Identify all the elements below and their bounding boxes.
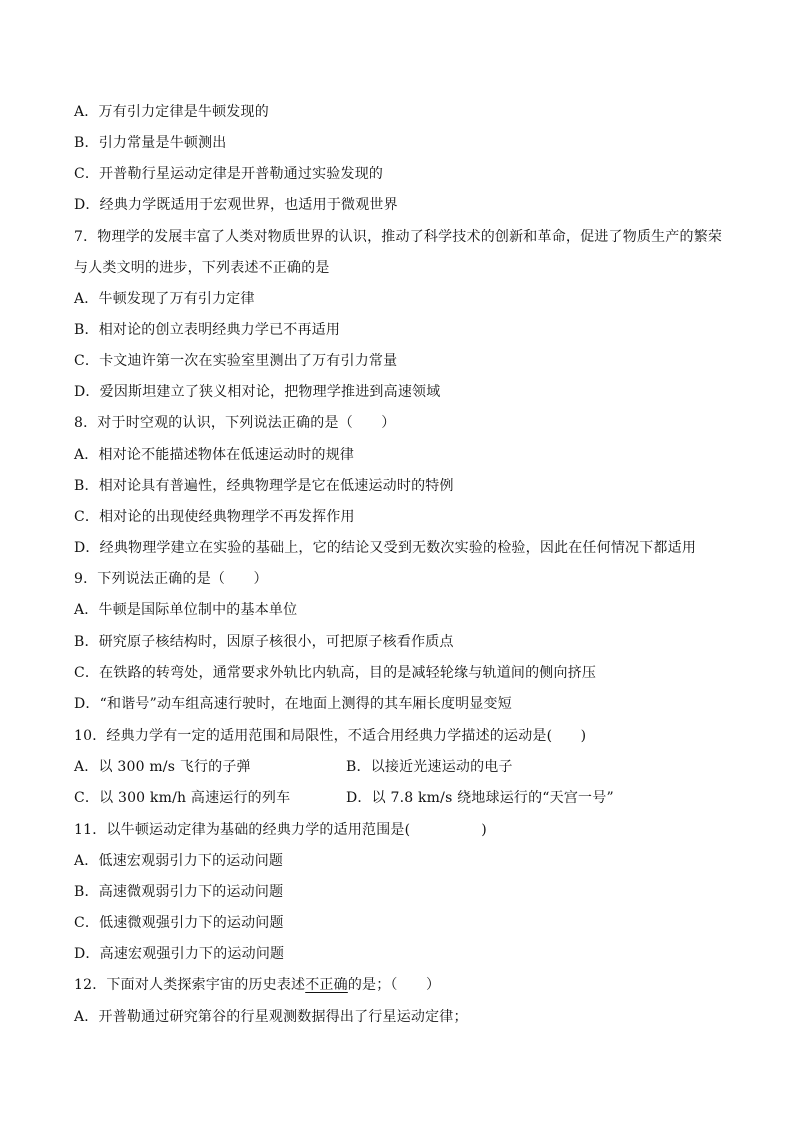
q12-suffix: 的是；（ ） xyxy=(347,977,441,993)
option-a: A．低速宏观弱引力下的运动问题 xyxy=(74,853,284,869)
q10-option-a: A．以 300 m/s 飞行的子弹 xyxy=(74,759,251,775)
text-line: C．开普勒行星运动定律是开普勒通过实验发现的 xyxy=(74,166,384,182)
question-12-stem xyxy=(74,976,440,994)
q10-option-b: B．以接近光速运动的电子 xyxy=(346,759,513,775)
text-line: D．经典力学既适用于宏观世界，也适用于微观世界 xyxy=(74,197,398,213)
question-7-stem: 7．物理学的发展丰富了人类对物质世界的认识，推动了科学技术的创新和革命，促进了物质生产的繁荣 xyxy=(74,229,723,245)
option-d: D．高速宏观强引力下的运动问题 xyxy=(74,946,285,962)
option-a: A．开普勒通过研究第谷的行星观测数据得出了行星运动定律； xyxy=(74,1009,468,1025)
option-d: D．经典物理学建立在实验的基础上，它的结论又受到无数次实验的检验，因此在任何情况下都适用 xyxy=(74,540,697,556)
question-7-stem-cont: 与人类文明的进步，下列表述不正确的是 xyxy=(74,260,330,276)
option-a: A．牛顿是国际单位制中的基本单位 xyxy=(74,602,298,618)
q12-underlined: 不正确 xyxy=(305,977,348,993)
text-line: B．引力常量是牛顿测出 xyxy=(74,135,227,151)
option-c: C．低速微观强引力下的运动问题 xyxy=(74,915,284,931)
option-b: B．相对论具有普遍性，经典物理学是它在低速运动时的特例 xyxy=(74,478,454,494)
option-d: D．爱因斯坦建立了狭义相对论，把物理学推进到高速领域 xyxy=(74,384,441,400)
q10-option-d: D．以 7.8 km/s 绕地球运行的“天宫一号” xyxy=(346,790,614,806)
question-8-stem: 8．对于时空观的认识，下列说法正确的是（ ） xyxy=(74,415,396,431)
option-b: B．相对论的创立表明经典力学已不再适用 xyxy=(74,322,341,338)
option-a: A．牛顿发现了万有引力定律 xyxy=(74,291,255,307)
text-line: A．万有引力定律是牛顿发现的 xyxy=(74,104,269,120)
q10-option-c: C．以 300 km/h 高速运行的列车 xyxy=(74,790,291,806)
option-a: A．相对论不能描述物体在低速运动时的规律 xyxy=(74,447,355,463)
question-9-stem: 9．下列说法正确的是（ ） xyxy=(74,571,268,587)
question-10-stem: 10．经典力学有一定的适用范围和局限性，不适合用经典力学描述的运动是( ) xyxy=(74,728,587,744)
option-c: C．相对论的出现使经典物理学不再发挥作用 xyxy=(74,509,355,525)
option-b: B．研究原子核结构时，因原子核很小，可把原子核看作质点 xyxy=(74,634,454,650)
q12-prefix: 12．下面对人类探索宇宙的历史表述 xyxy=(74,977,306,993)
option-d: D．“和谐号”动车组高速行驶时，在地面上测得的其车厢长度明显变短 xyxy=(74,696,512,712)
option-c: C．在铁路的转弯处，通常要求外轨比内轨高，目的是减轻轮缘与轨道间的侧向挤压 xyxy=(74,665,597,681)
option-b: B．高速微观弱引力下的运动问题 xyxy=(74,884,284,900)
option-c: C．卡文迪许第一次在实验室里测出了万有引力常量 xyxy=(74,353,398,369)
question-11-stem: 11．以牛顿运动定律为基础的经典力学的适用范围是( ) xyxy=(74,822,487,838)
